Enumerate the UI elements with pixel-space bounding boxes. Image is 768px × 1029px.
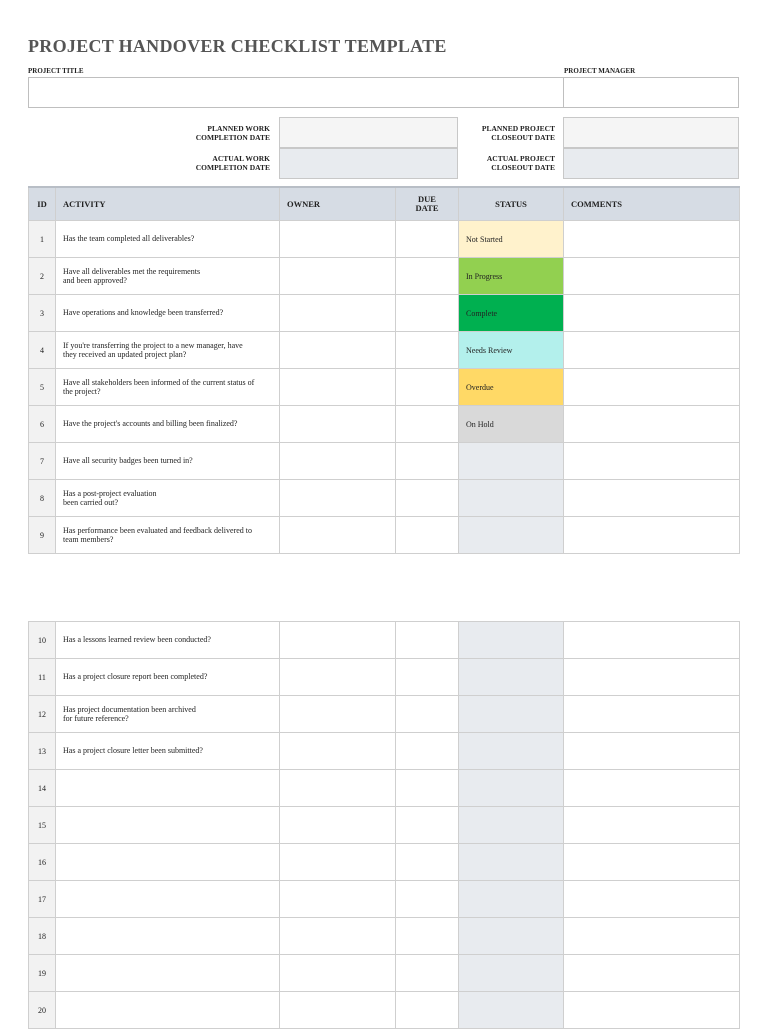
column-header-due-date: DUE DATE <box>396 187 459 221</box>
status-cell[interactable] <box>459 517 564 554</box>
comments-cell[interactable] <box>564 221 740 258</box>
due-date-cell[interactable] <box>396 295 459 332</box>
status-cell[interactable] <box>459 955 564 992</box>
comments-cell[interactable] <box>564 918 740 955</box>
status-cell[interactable] <box>459 770 564 807</box>
due-date-cell[interactable] <box>396 881 459 918</box>
activity-cell[interactable] <box>56 733 280 770</box>
owner-cell[interactable] <box>280 295 396 332</box>
status-cell[interactable] <box>459 443 564 480</box>
row-id: 18 <box>29 918 56 955</box>
comments-cell[interactable] <box>564 844 740 881</box>
column-header-id: ID <box>29 187 56 221</box>
table-row <box>29 295 740 332</box>
table-row <box>29 807 740 844</box>
owner-cell[interactable] <box>280 807 396 844</box>
status-cell[interactable]: Needs Review <box>459 332 564 369</box>
table-row <box>29 622 740 659</box>
comments-cell[interactable] <box>564 881 740 918</box>
row-id: 5 <box>29 369 56 406</box>
actual-project-closeout-date-field[interactable] <box>563 148 739 179</box>
activity-text-line: If you're transferring the project to a new manager, have <box>63 340 243 350</box>
activity-text-line: Has a project closure report been completed? <box>63 672 208 682</box>
table-row <box>29 443 740 480</box>
row-id: 7 <box>29 443 56 480</box>
table-row <box>29 221 740 258</box>
owner-cell[interactable] <box>280 332 396 369</box>
status-cell[interactable] <box>459 918 564 955</box>
table-header-row <box>29 187 740 221</box>
due-date-cell[interactable] <box>396 517 459 554</box>
status-cell[interactable] <box>459 696 564 733</box>
due-date-cell[interactable] <box>396 844 459 881</box>
activity-cell[interactable] <box>56 992 280 1029</box>
actual-work-completion-label: ACTUAL WORK COMPLETION DATE <box>195 154 270 172</box>
comments-cell[interactable] <box>564 406 740 443</box>
table-row <box>29 659 740 696</box>
status-cell[interactable]: On Hold <box>459 406 564 443</box>
comments-cell[interactable] <box>564 807 740 844</box>
row-id: 15 <box>29 807 56 844</box>
status-cell[interactable] <box>459 733 564 770</box>
due-date-cell[interactable] <box>396 770 459 807</box>
comments-cell[interactable] <box>564 258 740 295</box>
status-cell[interactable]: In Progress <box>459 258 564 295</box>
owner-cell[interactable] <box>280 369 396 406</box>
activity-text-line: been carried out? <box>63 498 119 507</box>
activity-cell[interactable] <box>56 659 280 696</box>
project-title-field[interactable] <box>28 77 564 108</box>
activity-cell[interactable] <box>56 807 280 844</box>
due-date-cell[interactable] <box>396 696 459 733</box>
owner-cell[interactable] <box>280 992 396 1029</box>
row-id: 1 <box>29 221 56 258</box>
column-header-status: STATUS <box>459 187 564 221</box>
comments-cell[interactable] <box>564 622 740 659</box>
activity-text-line: team members? <box>63 535 114 544</box>
planned-project-closeout-date-field[interactable] <box>563 117 739 148</box>
row-id: 20 <box>29 992 56 1029</box>
row-id: 16 <box>29 844 56 881</box>
owner-cell[interactable] <box>280 221 396 258</box>
due-date-cell[interactable] <box>396 659 459 696</box>
table-row <box>29 844 740 881</box>
activity-cell[interactable] <box>56 844 280 881</box>
due-date-cell[interactable] <box>396 992 459 1029</box>
row-id: 11 <box>29 659 56 696</box>
due-date-cell[interactable] <box>396 622 459 659</box>
activity-text-line: Have operations and knowledge been transferred? <box>63 308 224 318</box>
activity-text-line: for future reference? <box>63 714 129 723</box>
owner-cell[interactable] <box>280 696 396 733</box>
status-cell[interactable]: Overdue <box>459 369 564 406</box>
table-row <box>29 992 740 1029</box>
comments-cell[interactable] <box>564 443 740 480</box>
activity-text-line: they received an updated project plan? <box>63 350 187 359</box>
activity-cell[interactable] <box>56 369 280 406</box>
table-row <box>29 696 740 733</box>
planned-project-closeout-label: PLANNED PROJECT CLOSEOUT DATE <box>481 124 555 142</box>
row-id: 6 <box>29 406 56 443</box>
owner-cell[interactable] <box>280 443 396 480</box>
due-date-cell[interactable] <box>396 332 459 369</box>
comments-cell[interactable] <box>564 696 740 733</box>
actual-work-completion-date-field[interactable] <box>279 148 458 179</box>
activity-cell[interactable] <box>56 696 280 733</box>
owner-cell[interactable] <box>280 844 396 881</box>
comments-cell[interactable] <box>564 992 740 1029</box>
activity-cell[interactable] <box>56 443 280 480</box>
activity-text-line: Has a project closure letter been submitted? <box>63 746 203 756</box>
status-cell[interactable] <box>459 622 564 659</box>
activity-text-line: Has project documentation been archived <box>63 704 196 714</box>
checklist-table <box>28 186 740 554</box>
activity-text-line: Has performance been evaluated and feedback delivered to <box>63 525 253 535</box>
activity-cell[interactable] <box>56 918 280 955</box>
comments-cell[interactable] <box>564 480 740 517</box>
activity-text-line: Has a lessons learned review been conducted? <box>63 635 211 645</box>
column-header-comments: COMMENTS <box>564 187 740 221</box>
status-cell[interactable]: Not Started <box>459 221 564 258</box>
row-id: 2 <box>29 258 56 295</box>
column-header-owner: OWNER <box>280 187 396 221</box>
status-cell[interactable] <box>459 480 564 517</box>
activity-text-line: Have the project's accounts and billing been finalized? <box>63 419 238 429</box>
table-row <box>29 770 740 807</box>
status-cell[interactable] <box>459 844 564 881</box>
table-row <box>29 955 740 992</box>
row-id: 17 <box>29 881 56 918</box>
owner-cell[interactable] <box>280 517 396 554</box>
table-row <box>29 918 740 955</box>
activity-text-line: Have all stakeholders been informed of the current status of <box>63 377 255 387</box>
planned-work-completion-label: PLANNED WORK COMPLETION DATE <box>195 124 270 142</box>
status-cell[interactable] <box>459 659 564 696</box>
comments-cell[interactable] <box>564 733 740 770</box>
owner-cell[interactable] <box>280 770 396 807</box>
comments-cell[interactable] <box>564 332 740 369</box>
owner-cell[interactable] <box>280 659 396 696</box>
table-row <box>29 881 740 918</box>
comments-cell[interactable] <box>564 369 740 406</box>
comments-cell[interactable] <box>564 517 740 554</box>
column-header-activity: ACTIVITY <box>56 187 280 221</box>
activity-cell[interactable] <box>56 622 280 659</box>
comments-cell[interactable] <box>564 295 740 332</box>
activity-cell[interactable] <box>56 406 280 443</box>
table-row <box>29 480 740 517</box>
activity-cell[interactable] <box>56 480 280 517</box>
due-date-cell[interactable] <box>396 258 459 295</box>
owner-cell[interactable] <box>280 733 396 770</box>
page-title: PROJECT HANDOVER CHECKLIST TEMPLATE <box>28 36 447 56</box>
planned-work-completion-date-field[interactable] <box>279 117 458 148</box>
owner-cell[interactable] <box>280 480 396 517</box>
status-cell[interactable] <box>459 881 564 918</box>
status-cell[interactable] <box>459 807 564 844</box>
activity-cell[interactable] <box>56 258 280 295</box>
row-id: 14 <box>29 770 56 807</box>
due-date-cell[interactable] <box>396 369 459 406</box>
row-id: 13 <box>29 733 56 770</box>
project-manager-label: PROJECT MANAGER <box>564 67 636 75</box>
due-date-cell[interactable] <box>396 955 459 992</box>
row-id: 19 <box>29 955 56 992</box>
owner-cell[interactable] <box>280 258 396 295</box>
comments-cell[interactable] <box>564 770 740 807</box>
activity-cell[interactable] <box>56 881 280 918</box>
status-cell[interactable] <box>459 992 564 1029</box>
row-id: 3 <box>29 295 56 332</box>
table-row <box>29 733 740 770</box>
status-cell[interactable]: Complete <box>459 295 564 332</box>
due-date-cell[interactable] <box>396 480 459 517</box>
activity-text-line: Has the team completed all deliverables? <box>63 234 195 244</box>
table-row <box>29 406 740 443</box>
activity-text-line: and been approved? <box>63 276 127 285</box>
owner-cell[interactable] <box>280 918 396 955</box>
row-id: 4 <box>29 332 56 369</box>
owner-cell[interactable] <box>280 406 396 443</box>
table-row <box>29 369 740 406</box>
due-date-cell[interactable] <box>396 406 459 443</box>
activity-cell[interactable] <box>56 955 280 992</box>
due-date-cell[interactable] <box>396 221 459 258</box>
activity-text-line: Has a post-project evaluation <box>63 488 157 498</box>
activity-cell[interactable] <box>56 332 280 369</box>
comments-cell[interactable] <box>564 659 740 696</box>
owner-cell[interactable] <box>280 881 396 918</box>
table-row <box>29 258 740 295</box>
due-date-cell[interactable] <box>396 918 459 955</box>
project-title-label: PROJECT TITLE <box>28 67 84 75</box>
owner-cell[interactable] <box>280 622 396 659</box>
activity-text-line: Have all deliverables met the requirements <box>63 266 201 276</box>
due-date-cell[interactable] <box>396 733 459 770</box>
checklist-table-continued <box>28 621 740 1029</box>
comments-cell[interactable] <box>564 955 740 992</box>
actual-project-closeout-label: ACTUAL PROJECT CLOSEOUT DATE <box>486 154 555 172</box>
activity-cell[interactable] <box>56 221 280 258</box>
project-manager-field[interactable] <box>563 77 739 108</box>
due-date-cell[interactable] <box>396 443 459 480</box>
row-id: 8 <box>29 480 56 517</box>
row-id: 10 <box>29 622 56 659</box>
row-id: 12 <box>29 696 56 733</box>
activity-text-line: the project? <box>63 387 101 396</box>
row-id: 9 <box>29 517 56 554</box>
table-row <box>29 517 740 554</box>
activity-cell[interactable] <box>56 770 280 807</box>
activity-text-line: Have all security badges been turned in? <box>63 456 193 466</box>
table-row <box>29 332 740 369</box>
activity-cell[interactable] <box>56 295 280 332</box>
due-date-cell[interactable] <box>396 807 459 844</box>
owner-cell[interactable] <box>280 955 396 992</box>
activity-cell[interactable] <box>56 517 280 554</box>
